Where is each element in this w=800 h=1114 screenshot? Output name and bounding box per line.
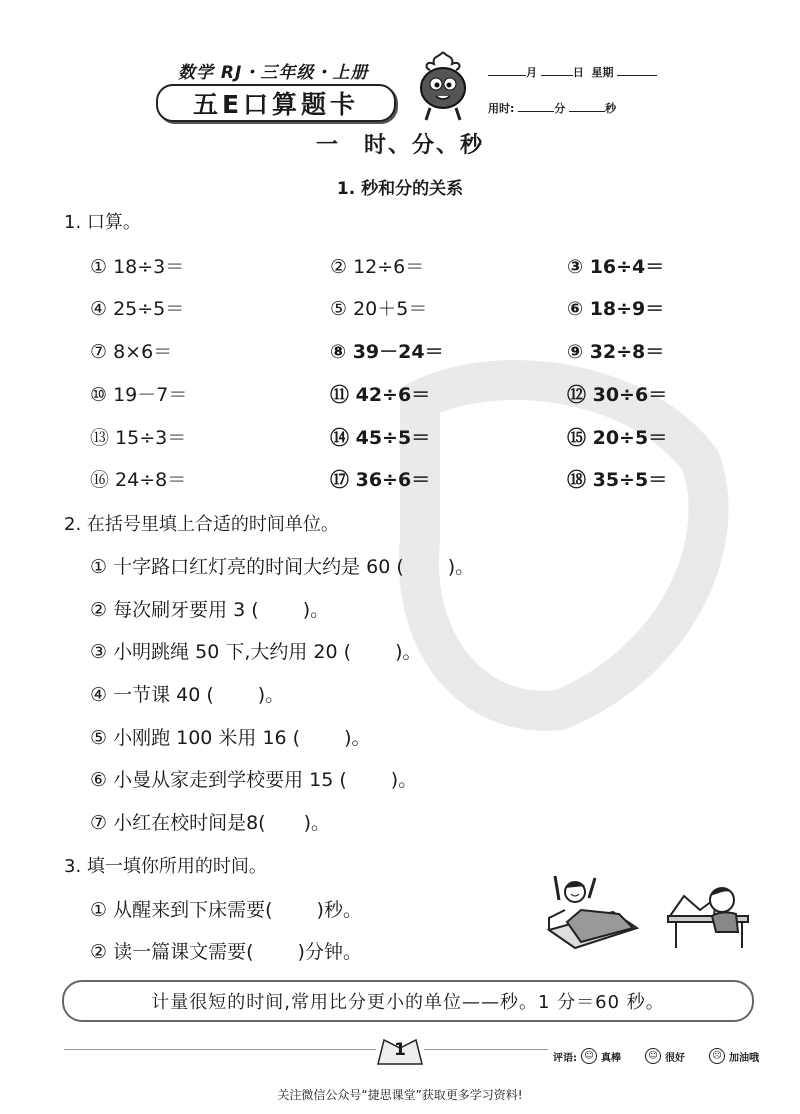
month-label: 月 [526, 66, 537, 79]
section1-heading: 1. 口算。 [64, 212, 141, 233]
tip-box [62, 980, 754, 1022]
calc-item-10: ⑩ 19－7＝ [90, 384, 188, 406]
fill-item-1: ① 十字路口红灯亮的时间大约是 60 ( )。 [90, 556, 475, 578]
calc-item-17: ⑰ 36÷6＝ [330, 469, 431, 491]
section2-heading: 2. 在括号里填上合适的时间单位。 [64, 514, 339, 535]
calc-item-6: ⑥ 18÷9＝ [567, 298, 665, 320]
calc-item-18: ⑱ 35÷5＝ [567, 469, 668, 491]
page-number: 1 [394, 1040, 406, 1060]
time-item-2: ② 读一篇课文需要( )分钟。 [90, 941, 362, 963]
calc-item-5: ⑤ 20＋5＝ [330, 298, 428, 320]
footer-divider-left [64, 1049, 376, 1050]
seconds-blank[interactable] [569, 101, 605, 112]
date-fields [488, 64, 657, 80]
fill-item-4: ④ 一节课 40 ( )。 [90, 684, 285, 706]
month-blank[interactable] [488, 65, 526, 76]
day-label: 日 [572, 66, 584, 79]
lesson-title: 1. 秒和分的关系 [336, 179, 464, 199]
fill-item-2: ② 每次刷牙要用 3 ( )。 [90, 599, 330, 621]
series-label: 数学 RJ・三年级・上册 [178, 63, 369, 83]
grin-face-icon[interactable]: ☺ [581, 1048, 597, 1064]
calc-item-12: ⑫ 30÷6＝ [567, 384, 668, 406]
smile-face-icon[interactable]: ☺ [645, 1048, 661, 1064]
time-item-1: ① 从醒来到下床需要( )秒。 [90, 899, 362, 921]
calc-item-8: ⑧ 39－24＝ [330, 341, 444, 363]
watermark [380, 340, 740, 740]
unit-title: 一 时、分、秒 [315, 133, 484, 158]
promo-text: 关注微信公众号“捷思课堂”获取更多学习资料! [277, 1088, 523, 1102]
time-used-fields [488, 100, 616, 116]
child-reading-illustration [666, 880, 758, 950]
minutes-label: 分 [554, 102, 566, 115]
minutes-blank[interactable] [518, 101, 554, 112]
evaluation-good: 很好 [665, 1052, 685, 1064]
weekday-blank[interactable] [617, 65, 657, 76]
tip-text: 计量很短的时间,常用比分更小的单位——秒。1 分＝60 秒。 [151, 992, 665, 1013]
calc-item-11: ⑪ 42÷6＝ [330, 384, 431, 406]
section3-heading: 3. 填一填你所用的时间。 [64, 856, 267, 877]
seconds-label: 秒 [605, 102, 617, 115]
evaluation-great: 真棒 [601, 1052, 621, 1064]
calc-item-9: ⑨ 32÷8＝ [567, 341, 665, 363]
calc-item-4: ④ 25÷5＝ [90, 298, 185, 320]
evaluation-label: 评语: [553, 1052, 577, 1064]
calc-item-16: ⑯ 24÷8＝ [90, 469, 187, 491]
fill-item-7: ⑦ 小红在校时间是8( )。 [90, 812, 330, 834]
calc-item-2: ② 12÷6＝ [330, 256, 425, 278]
evaluation-cheer: 加油哦 [729, 1052, 759, 1064]
calc-item-3: ③ 16÷4＝ [567, 256, 665, 278]
fill-item-6: ⑥ 小曼从家走到学校要用 15 ( )。 [90, 769, 418, 791]
day-blank[interactable] [541, 65, 573, 76]
footer-divider-right [424, 1049, 548, 1050]
fill-item-5: ⑤ 小刚跑 100 米用 16 ( )。 [90, 727, 371, 749]
calc-item-14: ⑭ 45÷5＝ [330, 427, 431, 449]
calc-item-15: ⑮ 20÷5＝ [567, 427, 668, 449]
weekday-label: 星期 [591, 66, 614, 79]
card-title: 五E口算题卡 [156, 84, 396, 122]
time-used-label: 用时: [488, 102, 515, 115]
child-in-bed-illustration [545, 870, 640, 952]
evaluation-row [553, 1048, 759, 1064]
mascot-icon [412, 48, 474, 122]
calc-item-7: ⑦ 8×6＝ [90, 341, 173, 363]
fill-item-3: ③ 小明跳绳 50 下,大约用 20 ( )。 [90, 641, 422, 663]
calc-item-1: ① 18÷3＝ [90, 256, 185, 278]
encourage-face-icon[interactable]: ☹ [709, 1048, 725, 1064]
calc-item-13: ⑬ 15÷3＝ [90, 427, 187, 449]
